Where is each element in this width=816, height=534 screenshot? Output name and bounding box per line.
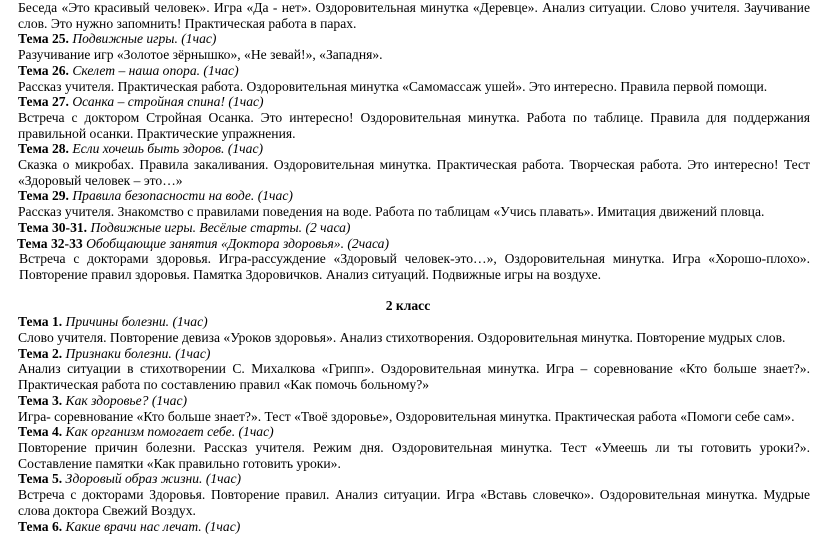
topic-label: Тема 1. [18,314,62,329]
topic-title: Скелет – наша опора. (1час) [72,63,238,78]
topic-body-g2-1: Слово учителя. Повторение девиза «Уроков здоровья». Анализ стихотворения. Оздоровительная минутка. Повторение мудрых слов. [0,330,816,346]
topic-label: Тема 6. [18,519,62,534]
topic-title: Подвижные игры. (1час) [72,31,216,46]
topic-label: Тема 3. [18,393,62,408]
topic-heading-g2-3 [0,393,816,409]
topic-label: Тема 28. [18,141,69,156]
topic-label: Тема 5. [18,471,62,486]
topic-title: Признаки болезни. (1час) [66,346,211,361]
topic-body-26: Рассказ учителя. Практическая работа. Оздоровительная минутка «Самомассаж ушей». Это интересно. Правила первой помощи. [0,79,816,95]
topic-heading-28 [0,141,816,157]
topic-heading-g2-2 [0,346,816,362]
topic-heading-g2-6 [0,519,816,534]
topic-heading-32-33 [0,236,816,252]
topic-title: Как здоровье? (1час) [66,393,187,408]
topic-heading-26 [0,63,816,79]
topic-label: Тема 26. [18,63,69,78]
topic-label: Тема 27. [18,94,69,109]
topic-heading-g2-1 [0,314,816,330]
topic-label: Тема 25. [18,31,69,46]
topic-heading-g2-4 [0,424,816,440]
topic-label: Тема 30-31. [18,220,87,235]
topic-heading-g2-5 [0,471,816,487]
topic-heading-30-31 [0,220,816,236]
topic-body-25: Разучивание игр «Золотое зёрнышко», «Не зевай!», «Западня». [0,47,816,63]
topic-title: Как организм помогает себе. (1час) [66,424,274,439]
topic-label: Тема 2. [18,346,62,361]
topic-title: Причины болезни. (1час) [66,314,208,329]
topic-title: Если хочешь быть здоров. (1час) [72,141,263,156]
topic-title: Подвижные игры. Весёлые старты. (2 часа) [90,220,350,235]
topic-body-27: Встреча с доктором Стройная Осанка. Это интересно! Оздоровительная минутка. Работа по таблице. Правила для поддержания правильной осанки. Практические упражнения. [0,110,816,141]
grade-heading: 2 класс [0,298,816,314]
topic-title: Осанка – стройная спина! (1час) [72,94,263,109]
topic-body-g2-2: Анализ ситуации в стихотворении С. Михалкова «Грипп». Оздоровительная минутка. Игра – соревнование «Кто больше знает?». Практическая работа по составлению правил «Как помочь больному?» [0,361,816,392]
topic-label: Тема 29. [18,188,69,203]
topic-label: Тема 4. [18,424,62,439]
topic-title: Правила безопасности на воде. (1час) [72,188,293,203]
topic-title: Какие врачи нас лечат. (1час) [66,519,241,534]
paragraph-intro: Беседа «Это красивый человек». Игра «Да - нет». Оздоровительная минутка «Деревце». Анализ ситуации. Слово учителя. Заучивание слов. Это нужно запомнить! Практическая работа в парах. [0,0,816,31]
topic-heading-29 [0,188,816,204]
topic-heading-27 [0,94,816,110]
topic-body-g2-4: Повторение причин болезни. Рассказ учителя. Режим дня. Оздоровительная минутка. Тест «Умеешь ли ты готовить уроки?». Составление памятки «Как правильно готовить уроки». [0,440,816,471]
topic-title: Здоровый образ жизни. (1час) [66,471,241,486]
topic-body-28: Сказка о микробах. Правила закаливания. Оздоровительная минутка. Практическая работа. Творческая работа. Это интересно! Тест «Здоровый человек – это…» [0,157,816,188]
topic-body-32-33: Встреча с докторами здоровья. Игра-рассуждение «Здоровый человек-это…», Оздоровительная минутка. Игра «Хорошо-плохо». Повторение правил здоровья. Памятка Здоровичков. Анализ ситуаций. Подвижные игры на воздухе. [0,251,816,282]
topic-title: Обобщающие занятия «Доктора здоровья». (2часа) [86,236,389,251]
topic-body-g2-3: Игра- соревнование «Кто больше знает?». Тест «Твоё здоровье», Оздоровительная минутка. Практическая работа «Помоги себе сам». [0,409,816,425]
topic-label: Тема 32-33 [17,236,83,251]
topic-heading-25 [0,31,816,47]
topic-body-29: Рассказ учителя. Знакомство с правилами поведения на воде. Работа по таблицам «Учись плавать». Имитация движений пловца. [0,204,816,220]
topic-body-g2-5: Встреча с докторами Здоровья. Повторение правил. Анализ ситуации. Игра «Вставь словечко». Оздоровительная минутка. Мудрые слова доктора Свежий Воздух. [0,487,816,518]
